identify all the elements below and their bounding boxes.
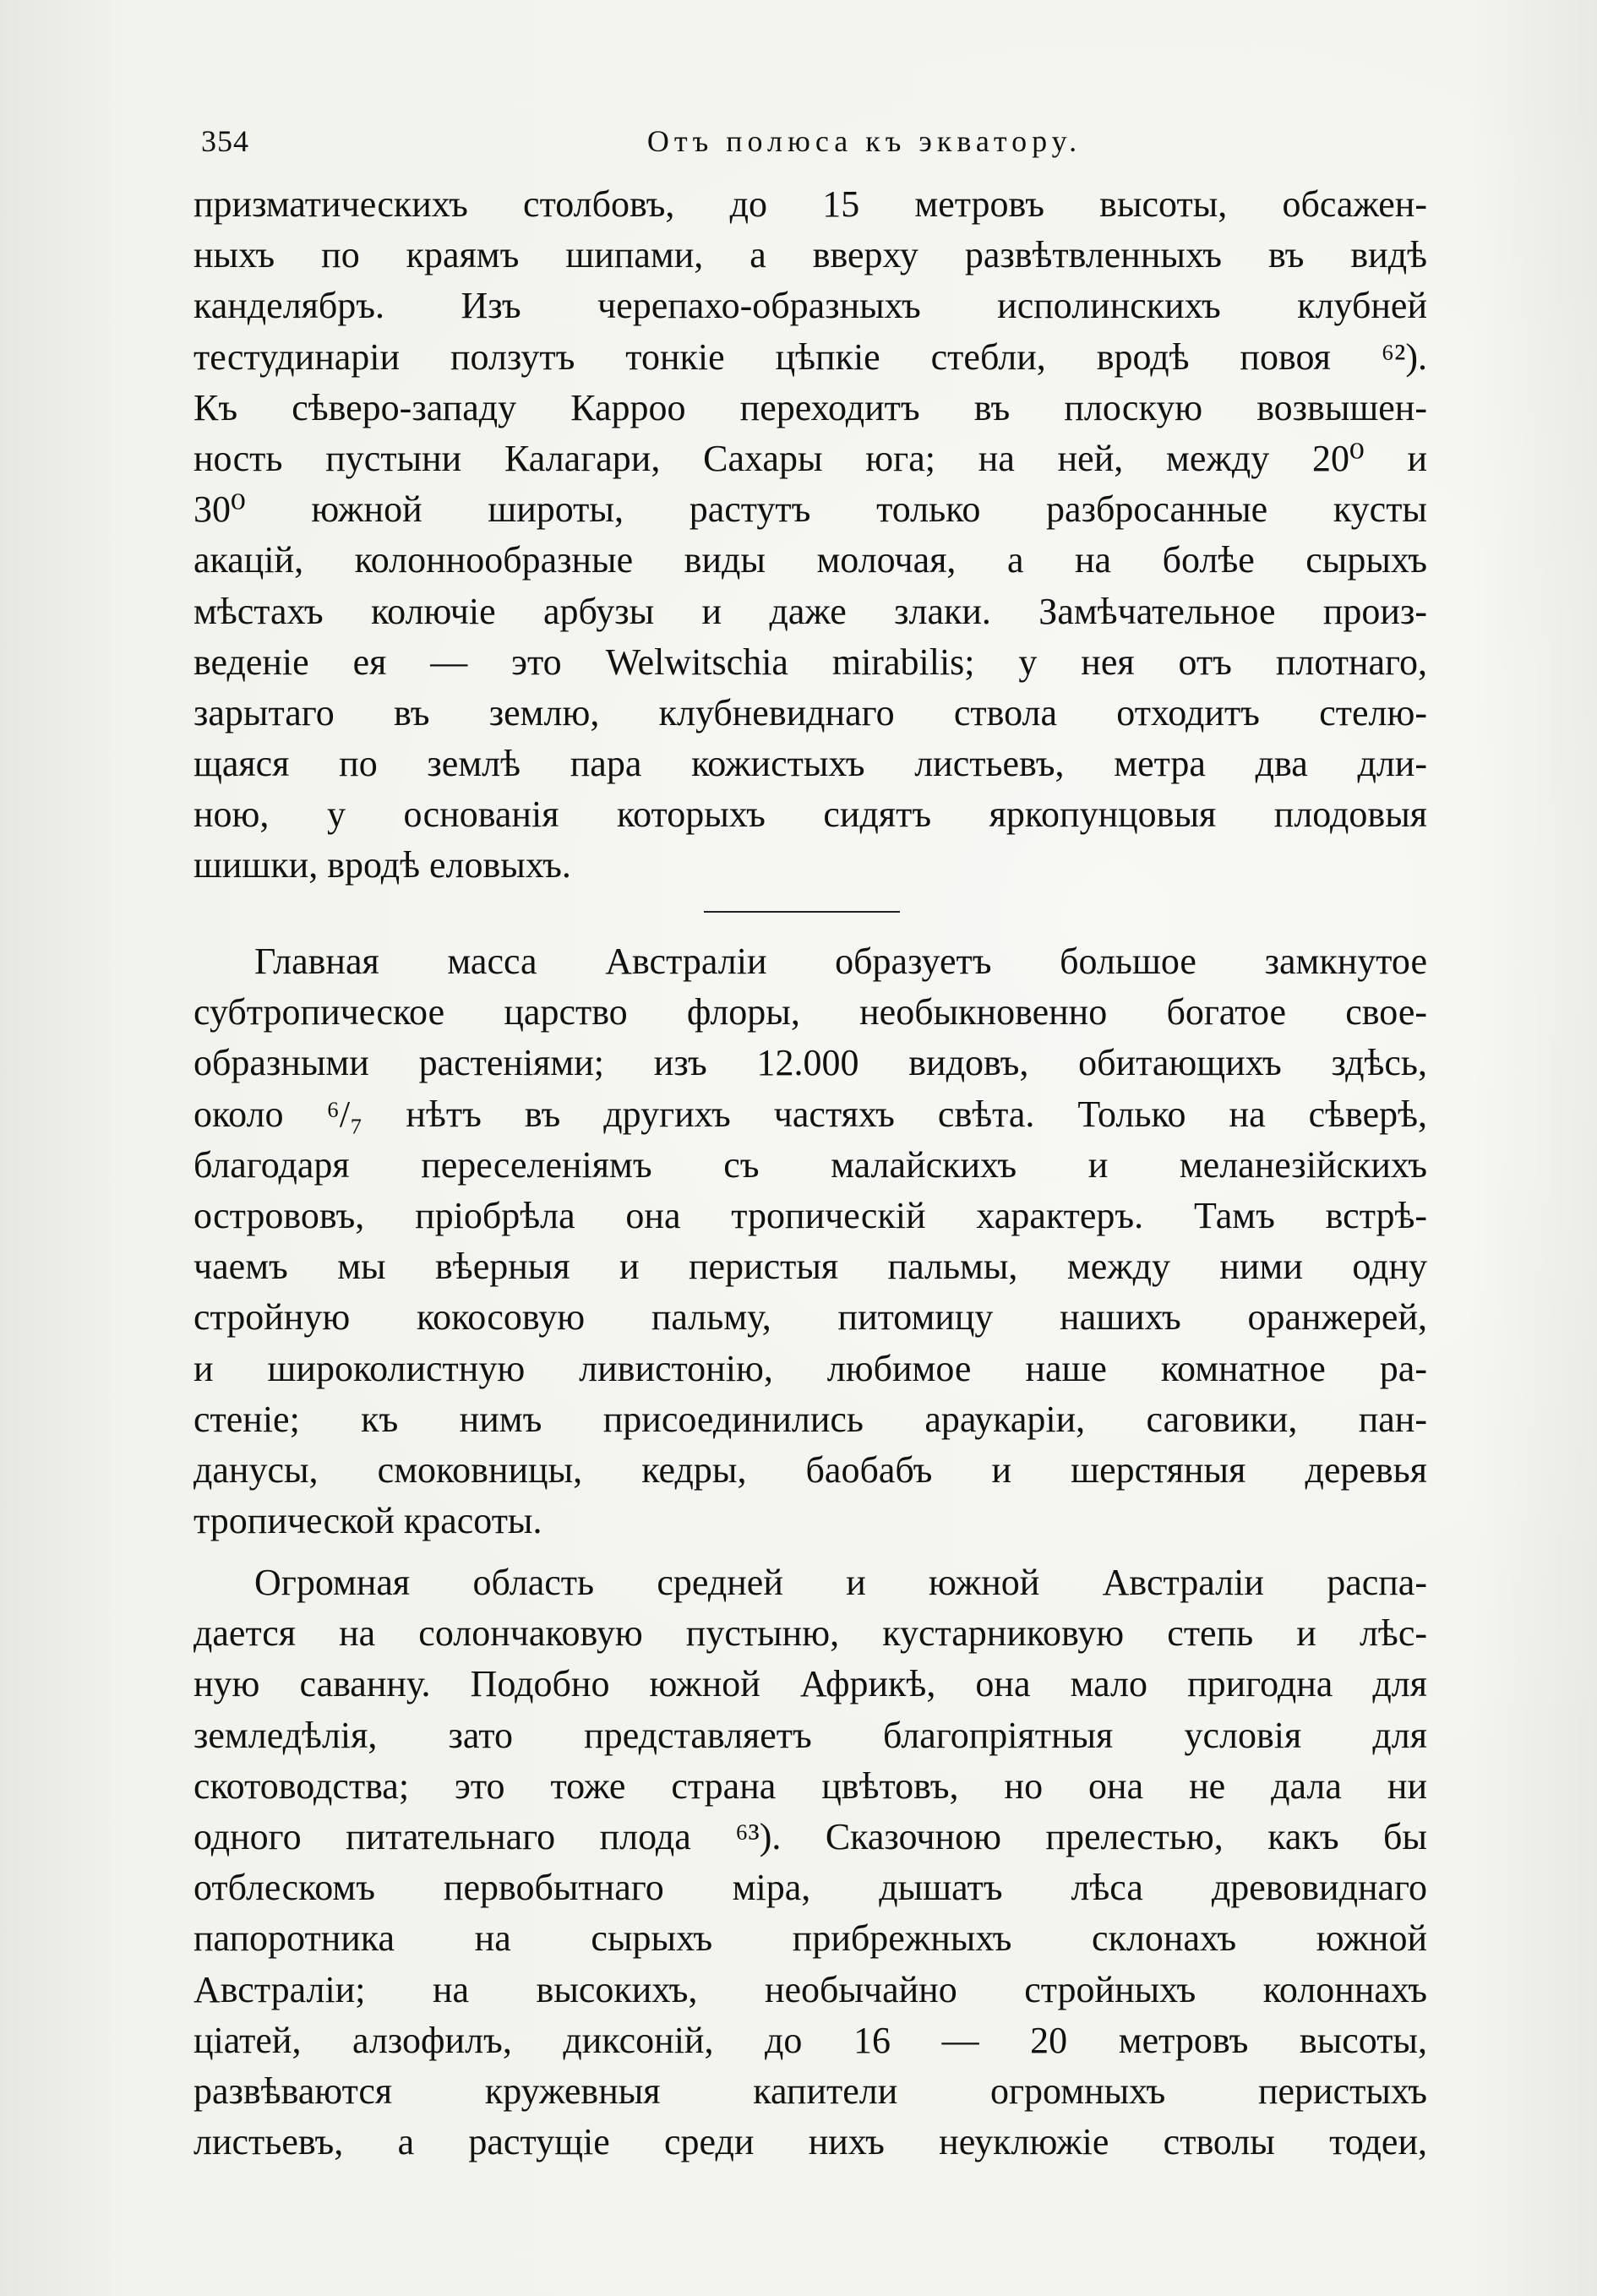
text-line: тропической красоты. bbox=[193, 1500, 542, 1542]
section-divider bbox=[704, 911, 900, 913]
text-line: 30⁰ южной широты, растутъ только разбросанные кусты bbox=[193, 488, 1427, 531]
text-line: острововъ, пріобрѣла она тропическій характеръ. Тамъ встрѣ- bbox=[193, 1194, 1427, 1236]
text-line: скотоводства; это тоже страна цвѣтовъ, но она не дала ни bbox=[193, 1764, 1427, 1807]
text-line: образными растеніями; изъ 12.000 видовъ, обитающихъ здѣсь, bbox=[193, 1042, 1427, 1084]
paragraph-south-australia bbox=[193, 1557, 1427, 2168]
text-line: стройную кокосовую пальму, питомицу нашихъ оранжерей, bbox=[193, 1296, 1427, 1339]
running-title: Отъ полюса къ экватору. bbox=[646, 124, 1082, 158]
text-line: одного питательнаго плода ⁶³). Сказочною прелестью, какъ бы bbox=[193, 1815, 1427, 1857]
text-line: ною, у основанія которыхъ сидятъ яркопунцовыя плодовыя bbox=[193, 794, 1427, 836]
text-line: Австраліи; на высокихъ, необычайно стройныхъ колоннахъ bbox=[193, 1968, 1427, 2010]
text-line: Главная масса Австраліи образуетъ большое замкнутое bbox=[254, 941, 1427, 982]
text-line: листьевъ, а растущіе среди нихъ неуклюжіе стволы тодеи, bbox=[193, 2121, 1427, 2163]
paragraph-australia-flora bbox=[193, 936, 1427, 1546]
text-line: Къ сѣверо-западу Карроо переходитъ въ плоскую возвышен- bbox=[193, 386, 1427, 428]
text-line: щаяся по землѣ пара кожистыхъ листьевъ, метра два дли- bbox=[193, 743, 1427, 785]
text-line: субтропическое царство флоры, необыкновенно богатое свое- bbox=[193, 991, 1427, 1033]
text-line: чаемъ мы вѣерныя и перистыя пальмы, между ними одну bbox=[193, 1246, 1427, 1288]
text-line: Огромная область средней и южной Австраліи распа- bbox=[254, 1562, 1427, 1603]
page-number: 354 bbox=[201, 124, 249, 158]
text-line: и широколистную ливистонію, любимое наше комнатное ра- bbox=[193, 1347, 1427, 1389]
text-line: веденіе ея — это Welwitschia mirabilis; у нея отъ плотнаго, bbox=[193, 641, 1427, 683]
text-line: отблескомъ первобытнаго міра, дышатъ лѣса древовиднаго bbox=[193, 1867, 1427, 1909]
text-line: папоротника на сырыхъ прибрежныхъ склонахъ южной bbox=[193, 1917, 1427, 1960]
text-line: ціатей, алзофилъ, диксоній, до 16 — 20 метровъ высоты, bbox=[193, 2019, 1427, 2061]
text-line: призматическихъ столбовъ, до 15 метровъ высоты, обсажен- bbox=[193, 183, 1427, 225]
text-line: ную саванну. Подобно южной Африкѣ, она мало пригодна для bbox=[193, 1663, 1427, 1705]
text-line: около ⁶/₇ нѣтъ въ другихъ частяхъ свѣта. Только на сѣверѣ, bbox=[193, 1093, 1427, 1135]
text-line: акацій, колоннообразные виды молочая, а на болѣе сырыхъ bbox=[193, 539, 1427, 581]
text-line: мѣстахъ колючіе арбузы и даже злаки. Замѣчательное произ- bbox=[193, 590, 1427, 632]
text-line: шишки, вродѣ еловыхъ. bbox=[193, 844, 571, 886]
text-line: ныхъ по краямъ шипами, а вверху развѣтвленныхъ въ видѣ bbox=[193, 234, 1427, 276]
text-line: данусы, смоковницы, кедры, баобабъ и шерстяныя деревья bbox=[193, 1448, 1427, 1491]
paragraph-continuation bbox=[193, 179, 1427, 892]
text-line: зарытаго въ землю, клубневиднаго ствола отходитъ стелю- bbox=[193, 691, 1427, 734]
text-line: канделябръ. Изъ черепахо-образныхъ исполинскихъ клубней bbox=[193, 285, 1427, 327]
text-line: дается на солончаковую пустыню, кустарниковую степь и лѣс- bbox=[193, 1612, 1427, 1655]
text-line: ность пустыни Калагари, Сахары юга; на ней, между 20⁰ и bbox=[193, 437, 1427, 479]
text-line: развѣваются кружевныя капители огромныхъ перистыхъ bbox=[193, 2070, 1427, 2112]
text-line: благодаря переселеніямъ съ малайскихъ и меланезійскихъ bbox=[193, 1143, 1427, 1186]
page-header bbox=[201, 123, 1426, 166]
text-line: стеніе; къ нимъ присоединились араукаріи, саговики, пан- bbox=[193, 1398, 1427, 1440]
text-line: тестудинаріи ползутъ тонкіе цѣпкіе стебли, вродѣ повоя ⁶²). bbox=[193, 335, 1427, 378]
text-line: земледѣлія, зато представляетъ благопріятныя условія для bbox=[193, 1714, 1427, 1756]
